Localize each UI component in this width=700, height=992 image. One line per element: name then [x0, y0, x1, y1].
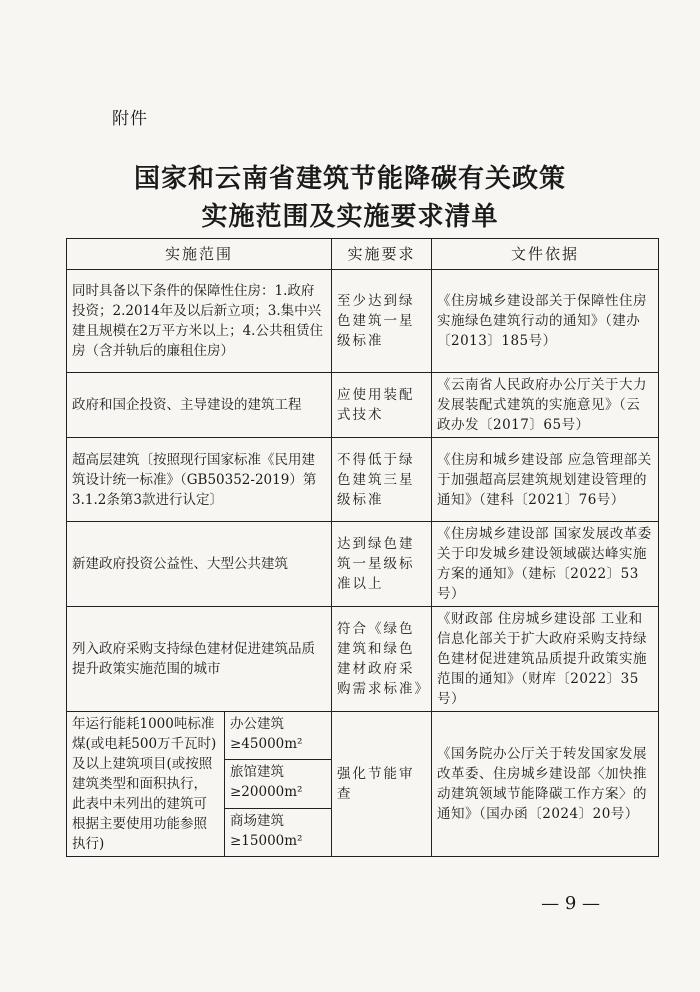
scope-cell-energy	[67, 712, 332, 857]
table-row-energy	[67, 712, 659, 857]
scope-cell: 列入政府采购支持绿色建材促进建筑品质提升政策实施范围的城市	[67, 607, 332, 712]
building-type-item	[225, 760, 331, 808]
requirement-cell: 符合《绿色建筑和绿色建材政府采购需求标准》	[332, 607, 432, 712]
building-area-label: ≥15000m²	[230, 832, 303, 849]
table-row	[67, 522, 659, 607]
title-line-1: 国家和云南省建筑节能降碳有关政策	[133, 164, 566, 194]
basis-cell: 《住房和城乡建设部 应急管理部关于加强超高层建筑规划建设管理的通知》（建科〔2021〕76号）	[432, 438, 659, 522]
building-area-label: ≥20000m²	[230, 784, 303, 801]
table-row	[67, 373, 659, 438]
table-row	[67, 438, 659, 522]
basis-cell: 《云南省人民政府办公厅关于大力发展装配式建筑的实施意见》（云政办发〔2017〕65号）	[432, 373, 659, 438]
requirement-cell: 至少达到绿色建筑一星级标准	[332, 270, 432, 373]
policy-table	[66, 238, 659, 857]
basis-cell: 《国务院办公厅关于转发国家发展改革委、住房城乡建设部〈加快推动建筑领域节能降碳工作方案〉的通知》（国办函〔2024〕20号）	[432, 712, 659, 857]
table-header-row	[67, 239, 659, 270]
header-scope: 实施范围	[67, 239, 332, 270]
header-basis: 文件依据	[432, 239, 659, 270]
document-title	[0, 160, 700, 236]
scope-cell: 新建政府投资公益性、大型公共建筑	[67, 522, 332, 607]
page-number: — 9 —	[541, 893, 600, 914]
table-row	[67, 270, 659, 373]
building-area-label: ≥45000m²	[230, 736, 303, 752]
building-type-item	[225, 809, 331, 856]
requirement-cell: 达到绿色建筑一星级标准以上	[332, 522, 432, 607]
scope-cell: 超高层建筑〔按照现行国家标准《民用建筑设计统一标准》（GB50352-2019）第3.1.2条第3款进行认定〕	[67, 438, 332, 522]
basis-cell: 《住房城乡建设部关于保障性住房实施绿色建筑行动的通知》（建办〔2013〕185号）	[432, 270, 659, 373]
table-row	[67, 607, 659, 712]
requirement-cell: 强化节能审查	[332, 712, 432, 857]
title-line-2: 实施范围及实施要求清单	[201, 202, 499, 232]
building-type-label: 商场建筑	[230, 812, 284, 829]
energy-threshold-text: 年运行能耗1000吨标准煤(或电耗500万千瓦时)及以上建筑项目(或按照建筑类型和面积执行，此表中未列出的建筑可根据主要使用功能参照执行)	[67, 712, 225, 856]
requirement-cell: 应使用装配式技术	[332, 373, 432, 438]
header-requirement: 实施要求	[332, 239, 432, 270]
building-type-label: 旅馆建筑	[230, 764, 284, 781]
basis-cell: 《住房城乡建设部 国家发展改革委关于印发城乡建设领域碳达峰实施方案的通知》（建标〔2022〕53号）	[432, 522, 659, 607]
building-type-item	[225, 712, 331, 760]
requirement-cell: 不得低于绿色建筑三星级标准	[332, 438, 432, 522]
scope-cell: 同时具备以下条件的保障性住房：1.政府投资；2.2014年及以后新立项；3.集中兴建且规模在2万平方米以上；4.公共租赁住房（含并轨后的廉租住房）	[67, 270, 332, 373]
building-type-label: 办公建筑	[230, 716, 284, 732]
attachment-label: 附件	[112, 109, 148, 129]
basis-cell: 《财政部 住房城乡建设部 工业和信息化部关于扩大政府采购支持绿色建材促进建筑品质提升政策实施范围的通知》（财库〔2022〕35号）	[432, 607, 659, 712]
building-type-list	[225, 712, 331, 856]
scope-cell: 政府和国企投资、主导建设的建筑工程	[67, 373, 332, 438]
